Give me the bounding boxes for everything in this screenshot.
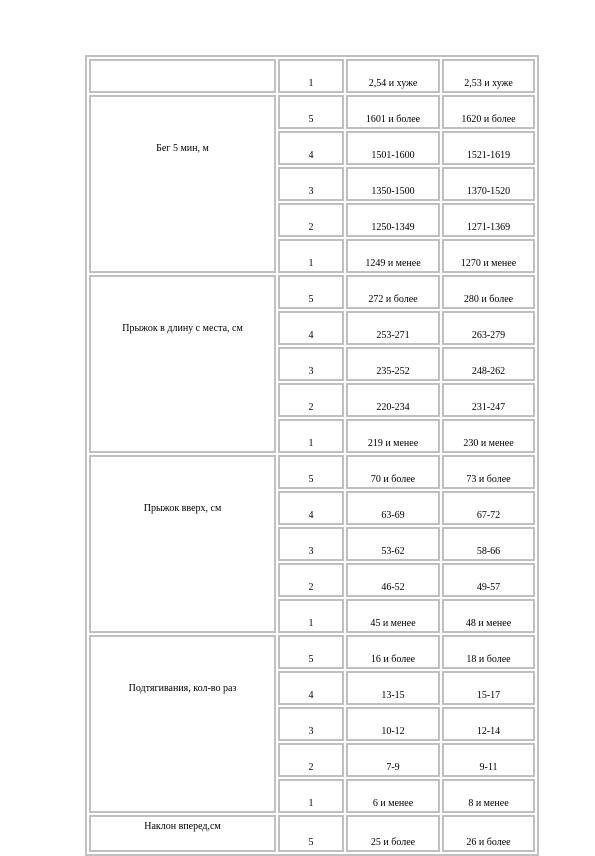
grade-cell: 3 <box>278 707 344 741</box>
value-cell-col3: 70 и более <box>346 455 440 489</box>
grade-cell: 5 <box>278 455 344 489</box>
value-cell-col4: 26 и более <box>442 815 535 852</box>
table-row <box>89 95 535 129</box>
grade-cell: 4 <box>278 671 344 705</box>
value-cell-col4: 15-17 <box>442 671 535 705</box>
grade-cell: 1 <box>278 59 344 93</box>
value-cell-col4: 231-247 <box>442 383 535 417</box>
table-row <box>89 59 535 93</box>
value-cell-col4: 2,53 и хуже <box>442 59 535 93</box>
table-row <box>89 275 535 309</box>
value-cell-col4: 8 и менее <box>442 779 535 813</box>
value-cell-col3: 1350-1500 <box>346 167 440 201</box>
value-cell-col3: 10-12 <box>346 707 440 741</box>
grade-cell: 1 <box>278 779 344 813</box>
test-name-cell: Подтягивания, кол-во раз <box>89 635 276 813</box>
grade-cell: 5 <box>278 275 344 309</box>
grade-cell: 1 <box>278 419 344 453</box>
value-cell-col3: 1249 и менее <box>346 239 440 273</box>
grade-cell: 3 <box>278 527 344 561</box>
grade-cell: 2 <box>278 383 344 417</box>
grade-cell: 4 <box>278 491 344 525</box>
value-cell-col4: 248-262 <box>442 347 535 381</box>
value-cell-col4: 12-14 <box>442 707 535 741</box>
grade-cell: 3 <box>278 347 344 381</box>
grade-cell: 1 <box>278 599 344 633</box>
value-cell-col3: 219 и менее <box>346 419 440 453</box>
value-cell-col3: 1250-1349 <box>346 203 440 237</box>
value-cell-col4: 1620 и более <box>442 95 535 129</box>
value-cell-col3: 63-69 <box>346 491 440 525</box>
value-cell-col3: 1601 и более <box>346 95 440 129</box>
grade-cell: 3 <box>278 167 344 201</box>
value-cell-col3: 45 и менее <box>346 599 440 633</box>
value-cell-col4: 18 и более <box>442 635 535 669</box>
value-cell-col4: 263-279 <box>442 311 535 345</box>
value-cell-col3: 7-9 <box>346 743 440 777</box>
grade-cell: 4 <box>278 131 344 165</box>
table-row <box>89 455 535 489</box>
value-cell-col4: 1270 и менее <box>442 239 535 273</box>
grade-cell: 2 <box>278 743 344 777</box>
value-cell-col4: 67-72 <box>442 491 535 525</box>
value-cell-col3: 2,54 и хуже <box>346 59 440 93</box>
value-cell-col4: 1521-1619 <box>442 131 535 165</box>
grade-cell: 2 <box>278 563 344 597</box>
value-cell-col3: 25 и более <box>346 815 440 852</box>
value-cell-col3: 235-252 <box>346 347 440 381</box>
value-cell-col3: 6 и менее <box>346 779 440 813</box>
test-name-cell <box>89 59 276 93</box>
grade-cell: 2 <box>278 203 344 237</box>
test-name-cell: Наклон вперед,см <box>89 815 276 852</box>
value-cell-col4: 1271-1369 <box>442 203 535 237</box>
grade-cell: 5 <box>278 95 344 129</box>
table-row <box>89 815 535 852</box>
grade-cell: 1 <box>278 239 344 273</box>
value-cell-col4: 48 и менее <box>442 599 535 633</box>
value-cell-col3: 253-271 <box>346 311 440 345</box>
test-name-cell: Прыжок в длину с места, см <box>89 275 276 453</box>
value-cell-col4: 1370-1520 <box>442 167 535 201</box>
grade-cell: 5 <box>278 815 344 852</box>
value-cell-col4: 73 и более <box>442 455 535 489</box>
test-name-cell: Бег 5 мин, м <box>89 95 276 273</box>
value-cell-col3: 46-52 <box>346 563 440 597</box>
value-cell-col3: 272 и более <box>346 275 440 309</box>
norms-table <box>85 55 539 856</box>
value-cell-col3: 1501-1600 <box>346 131 440 165</box>
value-cell-col3: 16 и более <box>346 635 440 669</box>
grade-cell: 4 <box>278 311 344 345</box>
table-row <box>89 635 535 669</box>
value-cell-col4: 280 и более <box>442 275 535 309</box>
value-cell-col4: 230 и менее <box>442 419 535 453</box>
value-cell-col4: 9-11 <box>442 743 535 777</box>
test-name-cell: Прыжок вверх, см <box>89 455 276 633</box>
value-cell-col3: 13-15 <box>346 671 440 705</box>
value-cell-col3: 53-62 <box>346 527 440 561</box>
value-cell-col4: 49-57 <box>442 563 535 597</box>
value-cell-col4: 58-66 <box>442 527 535 561</box>
grade-cell: 5 <box>278 635 344 669</box>
value-cell-col3: 220-234 <box>346 383 440 417</box>
